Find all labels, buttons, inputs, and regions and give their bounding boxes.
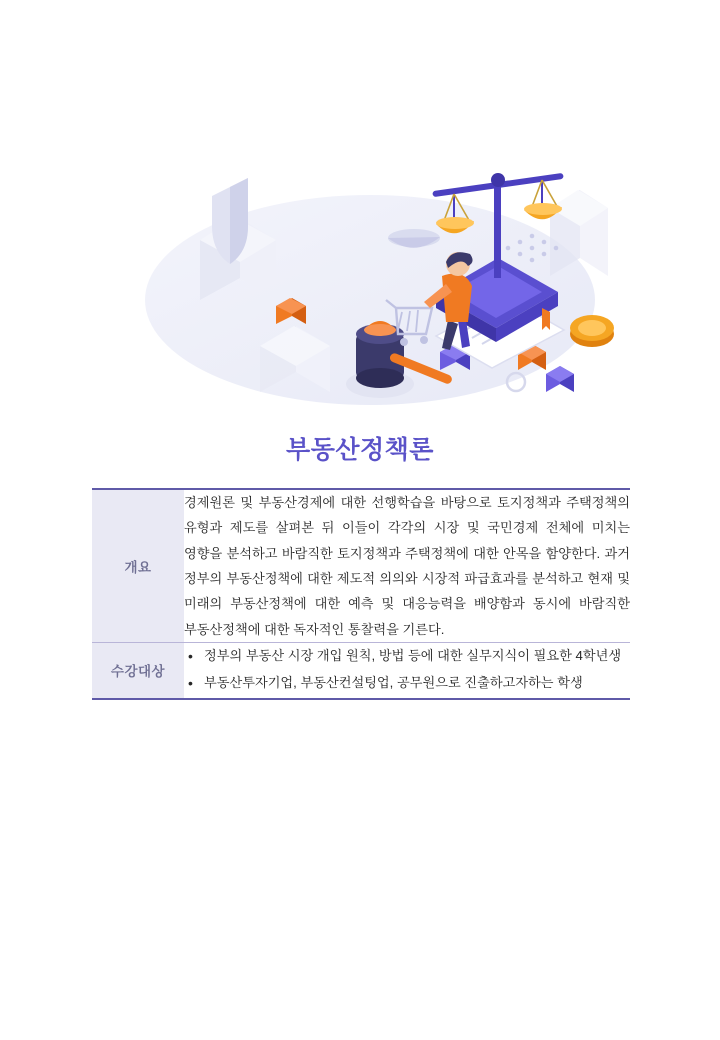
list-item: • 부동산투자기업, 부동산컨설팅업, 공무원으로 진출하고자하는 학생 xyxy=(202,670,630,695)
row-content-target-audience xyxy=(184,643,630,699)
course-info-table-wrap xyxy=(0,488,720,700)
hero-illustration xyxy=(0,0,720,420)
list-item: • 정부의 부동산 시장 개입 원칙, 방법 등에 대한 실무지식이 필요한 4학년생 xyxy=(202,643,630,668)
row-label-overview: 개요 xyxy=(92,489,184,643)
page-title: 부동산정책론 xyxy=(286,436,434,464)
table-row-target-audience xyxy=(92,643,630,699)
course-info-table xyxy=(92,488,630,700)
row-content-overview: 경제원론 및 부동산경제에 대한 선행학습을 바탕으로 토지정책과 주택정책의 유형과 제도를 살펴본 뒤 이들이 각각의 시장 및 국민경제 전체에 미치는 영향을 분석하고 바람직한 토지정책과 주택정책에 대한 안목을 함양한다. 과거 정부의 부동산정책에 대한 제도적 의의와 시장적 파급효과를 분석하고 현재 및 미래의 부동산정책에 대한 예측 및 대응능력을 배양함과 동시에 바람직한 부동산정책에 대한 독자적인 통찰력을 기른다. xyxy=(184,489,630,643)
row-label-target-audience: 수강대상 xyxy=(92,643,184,699)
table-row-overview xyxy=(92,489,630,643)
target-audience-list xyxy=(184,643,630,696)
